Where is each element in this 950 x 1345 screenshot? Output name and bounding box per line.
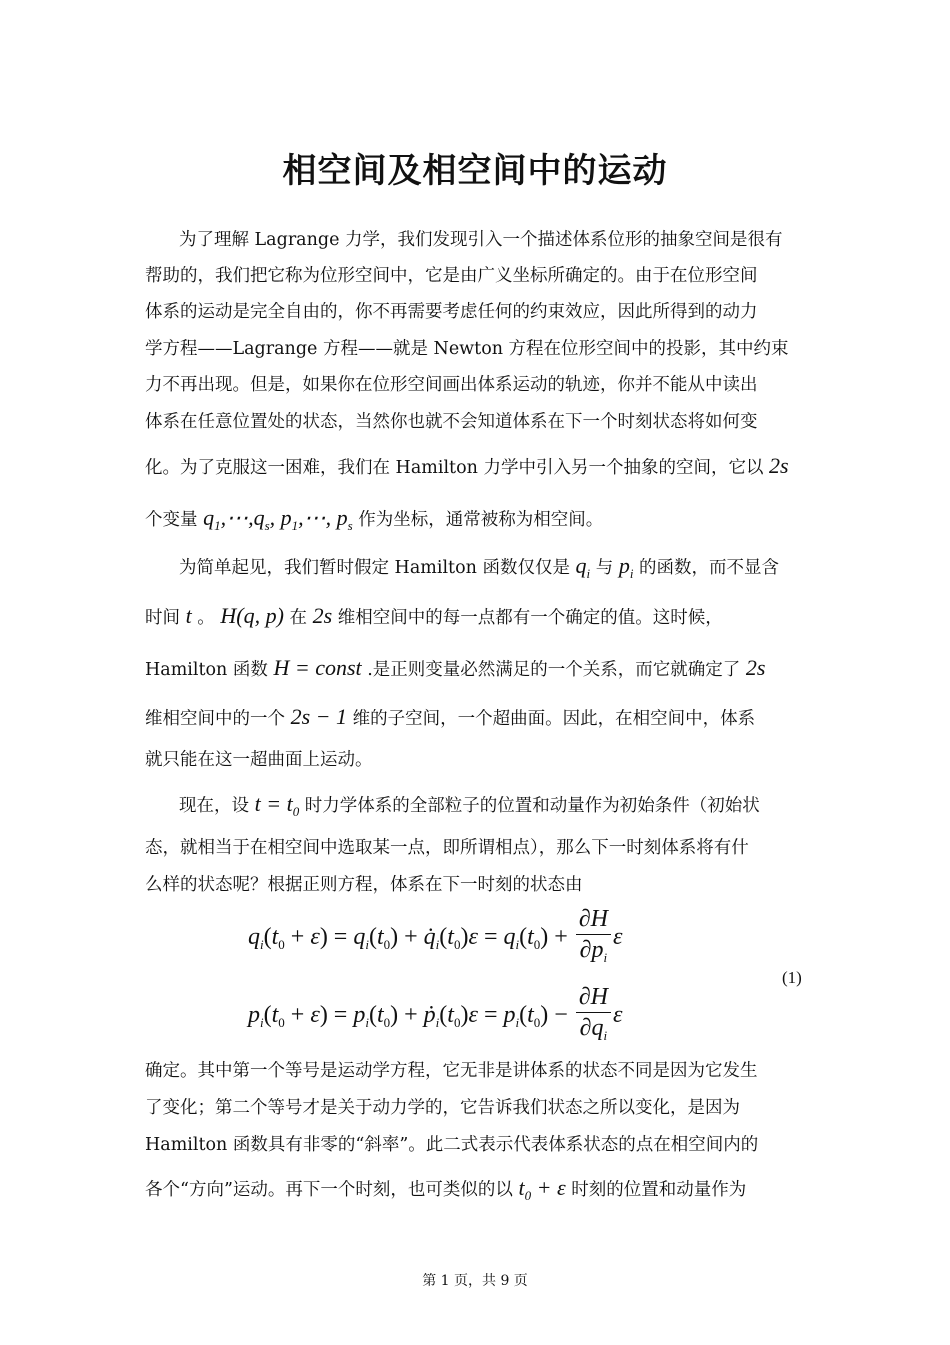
text-line: 么样的状态呢？根据正则方程，体系在下一时刻的状态由	[145, 875, 583, 895]
text-line	[179, 554, 779, 586]
math-phase-coordinates: $q_1,\cdots,q_s$, $p_1,\cdots$, $p_s$	[203, 505, 353, 533]
text-line: 态，就相当于在相空间中选取某一点，即所谓相点），那么下一时刻体系将有什	[145, 838, 749, 858]
math-h-const: H = const	[273, 655, 362, 680]
math-t0-plus-eps: $t_0 + \varepsilon$	[518, 1175, 566, 1203]
text-line	[179, 792, 760, 824]
text-span: 维相空间中的每一点都有一个确定的值。这时候，	[337, 608, 723, 628]
text-line: 力不再出现。但是，如果你在位形空间画出体系运动的轨迹，你并不能从中读出	[145, 375, 758, 395]
math-2s: 2s	[745, 655, 766, 680]
text-line: 了变化；第二个等号才是关于动力学的，它告诉我们状态之所以变化，是因为	[145, 1098, 740, 1118]
equation-p: $p_i(t_0 + \varepsilon) = p_i(t_0)$ + $ṗ_i(t_0)\varepsilon = p_i(t_0)$ − $\frac{\partial H}{\partial q_i}$ ε	[248, 982, 622, 1051]
fraction-dH-dp: $\frac{\partial H}{\partial p_i}$	[576, 904, 611, 973]
text-span: 现在，设	[179, 796, 249, 816]
math-2s-minus-1: 2s − 1	[290, 704, 347, 729]
text-span: 在	[289, 608, 307, 628]
math-hamiltonian: H(q, p)	[220, 603, 284, 628]
text-span: 的函数，而不显含	[639, 558, 780, 578]
text-line	[145, 454, 789, 480]
text-span: 化。为了克服这一困难，我们在 Hamilton 力学中引入另一个抽象的空间，它以	[145, 458, 764, 478]
page-footer: 第 1 页，共 9 页	[422, 1273, 528, 1289]
text-line: 体系在任意位置处的状态，当然你也就不会知道体系在下一个时刻状态将如何变	[145, 412, 758, 432]
text-line	[145, 1176, 746, 1208]
text-line: 确定。其中第一个等号是运动学方程，它无非是讲体系的状态不同是因为它发生	[145, 1061, 758, 1081]
text-line	[145, 604, 723, 630]
math-2s: 2s	[312, 603, 333, 628]
text-span: 时间	[145, 608, 180, 628]
text-span: 个变量	[145, 510, 198, 530]
text-line: Hamilton 函数具有非零的“斜率”。此二式表示代表体系状态的点在相空间内的	[145, 1135, 759, 1155]
text-line: 体系的运动是完全自由的，你不再需要考虑任何的约束效应，因此所得到的动力	[145, 302, 758, 322]
math-2s: 2s	[769, 453, 789, 478]
text-line	[145, 705, 755, 731]
text-line: 学方程——Lagrange 方程——就是 Newton 方程在位形空间中的投影，其中约束	[145, 339, 789, 359]
text-span: 时刻的位置和动量作为	[571, 1180, 747, 1200]
text-span: .是正则变量必然满足的一个关系，而它就确定了	[367, 660, 741, 680]
text-line	[145, 506, 603, 538]
page-title: 相空间及相空间中的运动	[282, 151, 668, 191]
text-span: 维相空间中的一个	[145, 709, 285, 729]
text-span: 各个“方向”运动。再下一个时刻，也可类似的以	[145, 1180, 513, 1200]
text-span: 与	[595, 558, 614, 578]
equation-number: (1)	[782, 968, 802, 987]
text-span: Hamilton 函数	[145, 660, 268, 680]
text-line: 为了理解 Lagrange 力学，我们发现引入一个描述体系位形的抽象空间是很有	[179, 230, 783, 250]
text-line: 帮助的，我们把它称为位形空间中，它是由广义坐标所确定的。由于在位形空间	[145, 266, 758, 286]
text-span: 时力学体系的全部粒子的位置和动量作为初始条件（初始状	[304, 796, 760, 816]
math-t-equals-t0: $t = t_0$	[254, 791, 300, 819]
text-line	[145, 656, 765, 682]
equation-q: $q_i(t_0 + \varepsilon) = q_i(t_0)$ + $q̇_i(t_0)\varepsilon = q_i(t_0)$ + $\frac{\partial H}{\partial p_i}$ ε	[248, 904, 622, 973]
text-span: 作为坐标，通常被称为相空间。	[358, 510, 604, 530]
math-t: t	[185, 603, 192, 628]
text-span: 。	[197, 608, 215, 628]
math-pi: $p_i$	[618, 553, 634, 581]
text-line: 就只能在这一超曲面上运动。	[145, 750, 373, 770]
text-span: 维的子空间，一个超曲面。因此，在相空间中，体系	[352, 709, 756, 729]
text-span: 为简单起见，我们暂时假定 Hamilton 函数仅仅是	[179, 558, 570, 578]
math-qi: $q_i$	[575, 553, 591, 581]
fraction-dH-dq: $\frac{\partial H}{\partial q_i}$	[576, 982, 611, 1051]
